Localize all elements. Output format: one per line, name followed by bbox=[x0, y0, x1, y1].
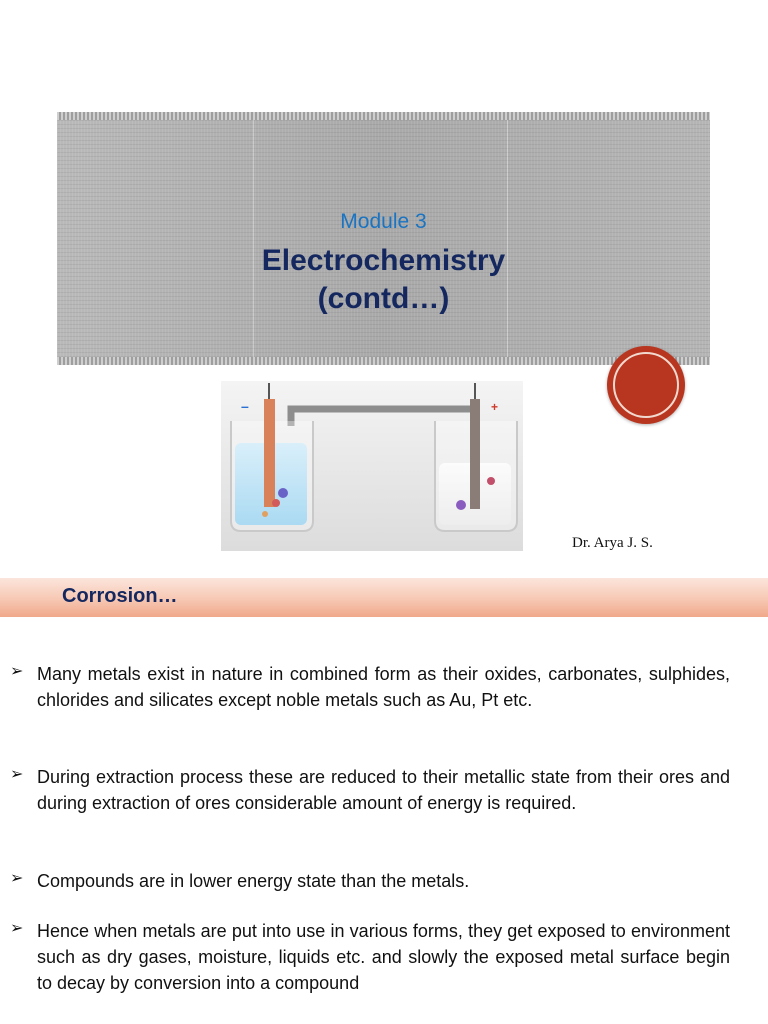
banner-seam bbox=[253, 120, 254, 357]
list-item-text: Compounds are in lower energy state than the metals. bbox=[37, 871, 470, 891]
list-item bbox=[10, 661, 730, 713]
list-item bbox=[10, 918, 730, 996]
electrochemical-cell-illustration bbox=[221, 381, 523, 551]
badge-ring bbox=[613, 352, 679, 418]
section-title: Corrosion… bbox=[62, 585, 178, 607]
title-line-1: Electrochemistry bbox=[261, 244, 506, 277]
arrow-bullet-icon: ➢ bbox=[10, 663, 24, 680]
title-line-2: (contd…) bbox=[317, 282, 450, 315]
arrow-bullet-icon: ➢ bbox=[10, 920, 24, 937]
left-electrode bbox=[264, 399, 275, 507]
list-item-text: During extraction process these are reduced to their metallic state from their ores and during extraction of ores considerable amount of energy is required. bbox=[37, 767, 730, 813]
section-header-bar bbox=[0, 578, 768, 617]
decorative-badge-icon bbox=[607, 346, 685, 424]
arrow-bullet-icon: ➢ bbox=[10, 766, 24, 783]
list-item bbox=[10, 868, 730, 894]
list-item-text: Hence when metals are put into use in various forms, they get exposed to environment such as dry gases, moisture, liquids etc. and slowly the exposed metal surface begin to decay by conversion into a compound bbox=[37, 921, 730, 993]
module-label: Module 3 bbox=[340, 210, 427, 233]
ion-particle bbox=[487, 477, 495, 485]
author-name: Dr. Arya J. S. bbox=[572, 535, 653, 551]
ion-particle bbox=[272, 499, 280, 507]
title-banner bbox=[57, 112, 710, 365]
ion-particle bbox=[262, 511, 268, 517]
banner-top-edge bbox=[57, 112, 710, 120]
right-electrode bbox=[470, 399, 480, 509]
negative-sign: – bbox=[241, 398, 249, 414]
ion-particle bbox=[456, 500, 466, 510]
list-item bbox=[10, 764, 730, 816]
arrow-bullet-icon: ➢ bbox=[10, 870, 24, 887]
list-item-text: Many metals exist in nature in combined form as their oxides, carbonates, sulphides, chlorides and silicates except noble metals such as Au, Pt etc. bbox=[37, 664, 730, 710]
ion-particle bbox=[278, 488, 288, 498]
banner-seam bbox=[507, 120, 508, 357]
positive-sign: + bbox=[491, 400, 499, 414]
